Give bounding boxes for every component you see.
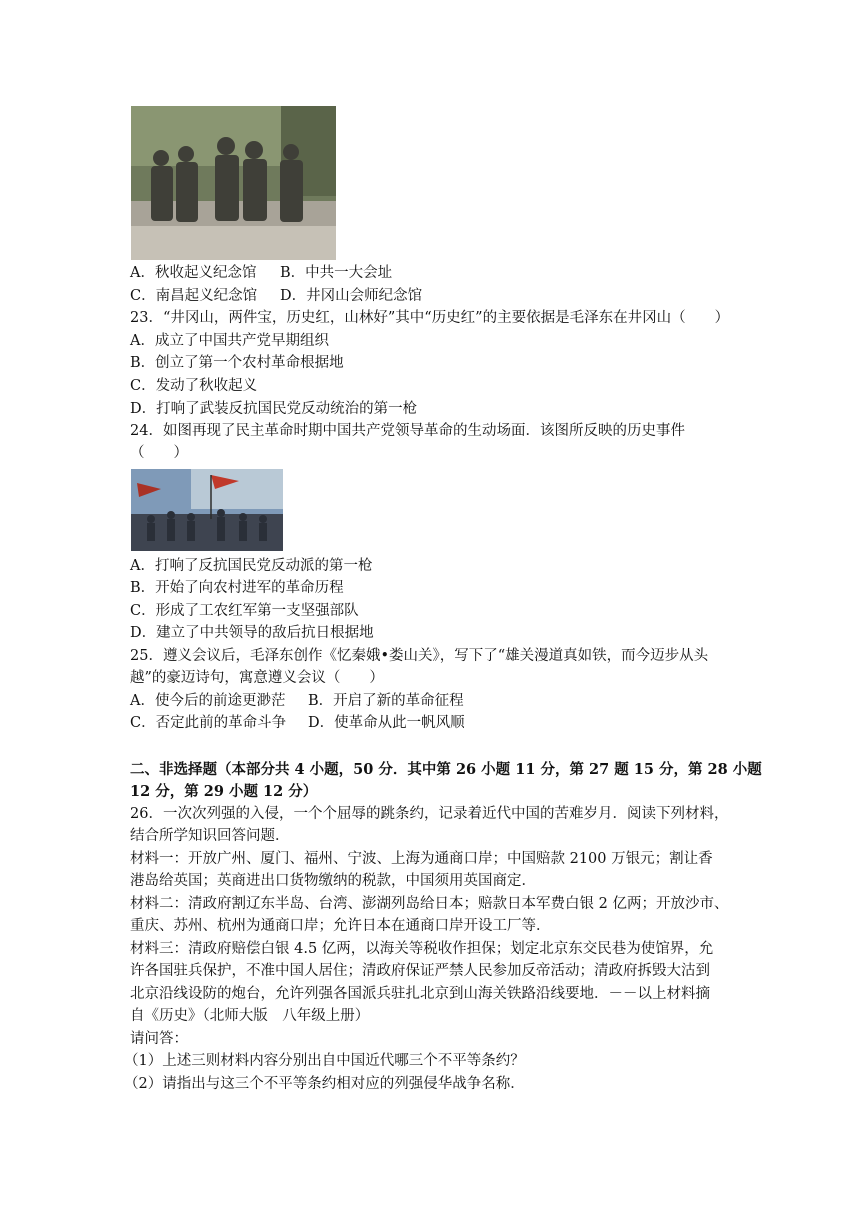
q26-subquestion-1: （1）上述三则材料内容分别出自中国近代哪三个不平等条约？ <box>124 1053 525 1069</box>
q24-option-b[interactable]: B．开始了向农村进军的革命历程 <box>130 580 344 596</box>
q26-material2-line1: 材料二：清政府割辽东半岛、台湾、澎湖列岛给日本；赔款日本军费白银 2 亿两；开放沙市、 <box>130 896 729 912</box>
q26-subquestion-2: （2）请指出与这三个不平等条约相对应的列强侵华战争名称． <box>124 1076 525 1092</box>
q24-stem-line1: 24．如图再现了民主革命时期中国共产党领导革命的生动场面．该图所反映的历史事件 <box>130 423 685 439</box>
painting-photo-graphic <box>131 469 283 551</box>
q25-stem-line2: 越”的豪迈诗句，寓意遵义会议（ ） <box>130 670 384 686</box>
section2-heading-line2: 12 分，第 29 小题 12 分） <box>130 783 318 800</box>
q25-stem-line1: 25．遵义会议后，毛泽东创作《忆秦娥•娄山关》，写下了“雄关漫道真如铁，而今迈步从头 <box>130 648 709 664</box>
q25-options-row1 <box>130 691 464 712</box>
q25-option-c[interactable]: C．否定此前的革命斗争 <box>130 715 287 731</box>
q25-option-d[interactable]: D．使革命从此一帆风顺 <box>308 715 465 731</box>
q22-options-row1 <box>130 263 392 284</box>
section2-heading-line1: 二、非选择题（本部分共 4 小题，50 分．其中第 26 小题 11 分，第 27 题 15 分，第 28 小题 <box>130 761 762 778</box>
painting-photo <box>131 469 283 551</box>
q22-option-c[interactable]: C．南昌起义纪念馆 <box>130 288 258 304</box>
q23-option-d[interactable]: D．打响了武装反抗国民党反动统治的第一枪 <box>130 401 418 417</box>
q26-material3-line2: 许各国驻兵保护，不准中国人居住；清政府保证严禁人民参加反帝活动；清政府拆毁大沽到 <box>130 963 710 979</box>
q24-stem-line2: （ ） <box>130 445 188 461</box>
q26-material3-line1: 材料三：清政府赔偿白银 4.5 亿两，以海关等税收作担保；划定北京东交民巷为使馆界，允 <box>130 941 714 957</box>
q23-option-a[interactable]: A．成立了中国共产党早期组织 <box>130 333 329 349</box>
q25-options-row2 <box>130 713 465 734</box>
q26-material2-line2: 重庆、苏州、杭州为通商口岸；允许日本在通商口岸开设工厂等． <box>130 918 551 934</box>
q24-option-d[interactable]: D．建立了中共领导的敌后抗日根据地 <box>130 625 374 641</box>
q26-stem-line1: 26．一次次列强的入侵，一个个屈辱的跳条约，记录着近代中国的苦难岁月．阅读下列材料， <box>130 806 729 822</box>
q23-option-b[interactable]: B．创立了第一个农村革命根据地 <box>130 355 344 371</box>
q25-option-b[interactable]: B．开启了新的革命征程 <box>308 693 464 709</box>
statue-photo <box>131 106 336 260</box>
statue-photo-graphic <box>131 106 336 260</box>
q26-material3-line3: 北京沿线设防的炮台，允许列强各国派兵驻扎北京到山海关铁路沿线要地．－－以上材料摘 <box>130 986 710 1002</box>
q22-option-d[interactable]: D．井冈山会师纪念馆 <box>280 288 423 304</box>
q24-option-a[interactable]: A．打响了反抗国民党反动派的第一枪 <box>130 558 373 574</box>
q26-stem-line2: 结合所学知识回答问题． <box>130 828 290 844</box>
q23-option-c[interactable]: C．发动了秋收起义 <box>130 378 258 394</box>
q22-option-a[interactable]: A．秋收起义纪念馆 <box>130 265 257 281</box>
q26-material1-line1: 材料一：开放广州、厦门、福州、宁波、上海为通商口岸；中国赔款 2100 万银元；割让香 <box>130 851 713 867</box>
q24-option-c[interactable]: C．形成了工农红军第一支坚强部队 <box>130 603 359 619</box>
q22-options-row2 <box>130 286 422 307</box>
q22-option-b[interactable]: B．中共一大会址 <box>280 265 393 281</box>
q25-option-a[interactable]: A．使今后的前途更渺茫 <box>130 693 286 709</box>
q23-stem: 23．“井冈山，两件宝，历史红，山林好”其中“历史红”的主要依据是毛泽东在井冈山（ ） <box>130 310 730 326</box>
q26-material1-line2: 港岛给英国；英商进出口货物缴纳的税款，中国须用英国商定． <box>130 873 536 889</box>
q26-ask: 请问答： <box>130 1031 188 1047</box>
q26-material3-line4: 自《历史》（北师大版 八年级上册） <box>130 1008 370 1024</box>
